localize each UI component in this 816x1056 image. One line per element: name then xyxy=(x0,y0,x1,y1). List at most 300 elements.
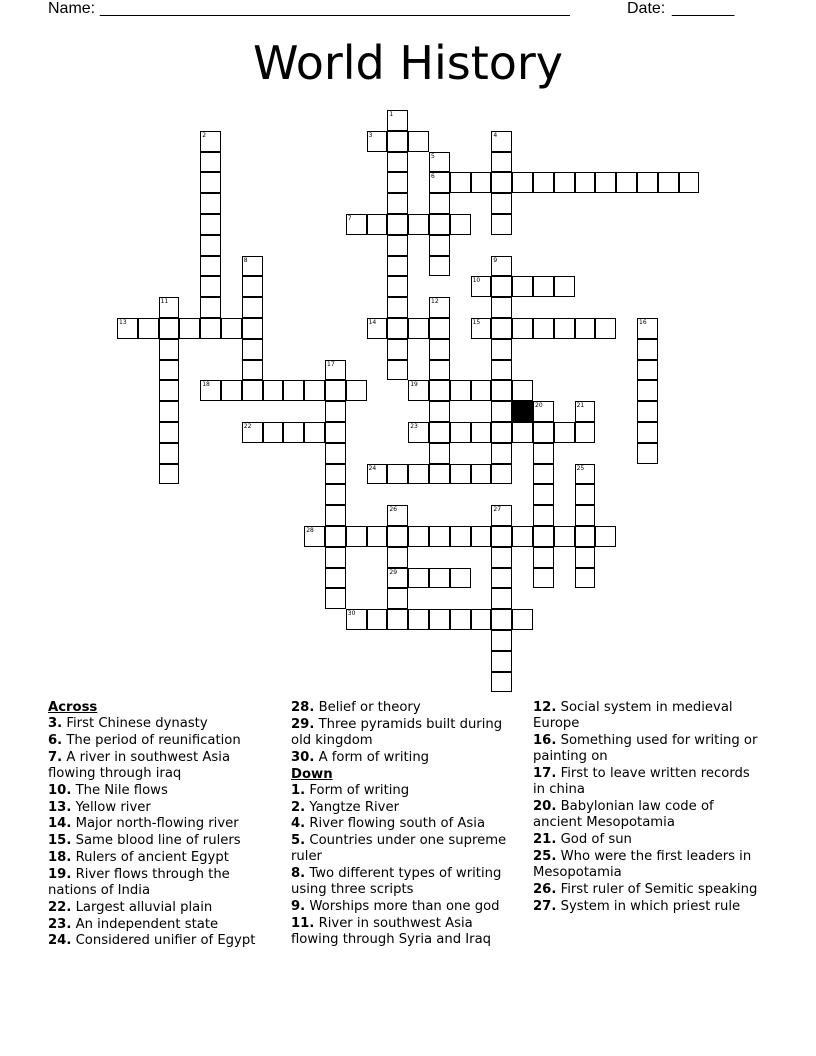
grid-cell[interactable] xyxy=(429,152,450,173)
grid-cell[interactable] xyxy=(429,235,450,256)
grid-cell[interactable] xyxy=(575,318,596,339)
grid-cell[interactable] xyxy=(491,297,512,318)
grid-cell[interactable] xyxy=(387,131,408,152)
grid-cell[interactable] xyxy=(159,443,180,464)
clue-number: 8. xyxy=(291,866,306,882)
clue-text: Major north-flowing river xyxy=(71,816,239,832)
grid-cell[interactable] xyxy=(304,380,325,401)
clue-text: The Nile flows xyxy=(71,782,168,798)
grid-cell[interactable] xyxy=(429,401,450,422)
grid-cell[interactable] xyxy=(616,172,637,193)
grid-cell[interactable] xyxy=(491,505,512,526)
grid-cell[interactable] xyxy=(325,422,346,443)
grid-cell[interactable] xyxy=(387,256,408,277)
grid-cell[interactable] xyxy=(554,318,575,339)
grid-cell[interactable] xyxy=(491,401,512,422)
grid-cell[interactable] xyxy=(429,297,450,318)
clue-item xyxy=(533,766,765,798)
grid-cell[interactable] xyxy=(325,484,346,505)
grid-cell[interactable] xyxy=(491,276,512,297)
clues-column-1 xyxy=(48,700,280,950)
grid-cell[interactable] xyxy=(387,297,408,318)
grid-cell[interactable] xyxy=(200,318,221,339)
grid-cell[interactable] xyxy=(512,318,533,339)
grid-cell[interactable] xyxy=(512,276,533,297)
grid-cell[interactable] xyxy=(325,464,346,485)
clue-number: 14. xyxy=(48,816,72,832)
grid-cell[interactable] xyxy=(554,276,575,297)
grid-cell[interactable] xyxy=(387,464,408,485)
grid-cell[interactable] xyxy=(387,609,408,630)
grid-cell[interactable] xyxy=(387,193,408,214)
clue-item xyxy=(291,783,523,799)
grid-cell[interactable] xyxy=(242,360,263,381)
clue-number: 22 xyxy=(243,423,252,430)
grid-cell[interactable] xyxy=(450,609,471,630)
clue-number: 1. xyxy=(291,782,306,798)
clue-text: Belief or theory xyxy=(314,700,421,715)
grid-cell[interactable] xyxy=(387,214,408,235)
grid-cell[interactable] xyxy=(554,422,575,443)
clue-number: 27 xyxy=(493,506,502,514)
clue-number: 23. xyxy=(48,916,72,932)
grid-cell[interactable] xyxy=(491,318,512,339)
name-field[interactable]: ______________________________________________________ xyxy=(100,0,570,17)
grid-cell[interactable] xyxy=(491,630,512,651)
grid-cell[interactable] xyxy=(408,526,429,547)
grid-cell[interactable] xyxy=(367,318,388,339)
grid-cell[interactable] xyxy=(679,172,700,193)
grid-cell[interactable] xyxy=(346,526,367,547)
grid-cell[interactable] xyxy=(471,318,492,339)
clue-item xyxy=(291,816,523,832)
grid-cell[interactable] xyxy=(159,401,180,422)
grid-cell[interactable] xyxy=(637,318,658,339)
grid-cell[interactable] xyxy=(283,380,304,401)
clue-text: The period of reunification xyxy=(62,733,241,748)
clue-item xyxy=(533,733,765,765)
grid-cell[interactable] xyxy=(491,526,512,547)
clues-column-3 xyxy=(533,700,765,915)
grid-cell[interactable] xyxy=(408,422,429,443)
grid-cell[interactable] xyxy=(491,672,512,693)
clue-item xyxy=(48,900,280,916)
grid-cell[interactable] xyxy=(429,318,450,339)
grid-cell[interactable] xyxy=(512,380,533,401)
grid-cell[interactable] xyxy=(367,609,388,630)
grid-cell[interactable] xyxy=(242,380,263,401)
clue-number: 7. xyxy=(48,749,63,765)
clue-number: 16. xyxy=(533,733,557,748)
grid-cell[interactable] xyxy=(471,380,492,401)
clue-number: 16 xyxy=(639,319,647,326)
grid-cell[interactable] xyxy=(533,547,554,568)
grid-cell[interactable] xyxy=(200,235,221,256)
clue-number: 15 xyxy=(472,319,481,326)
grid-cell[interactable] xyxy=(429,360,450,381)
grid-cell[interactable] xyxy=(637,360,658,381)
grid-cell[interactable] xyxy=(387,547,408,568)
grid-cell[interactable] xyxy=(242,256,263,277)
clue-number: 8 xyxy=(243,256,248,264)
clue-number: 14 xyxy=(368,319,377,326)
clue-number: 28 xyxy=(306,527,314,534)
grid-cell[interactable] xyxy=(200,214,221,235)
grid-cell[interactable] xyxy=(283,422,304,443)
clue-number: 10 xyxy=(472,277,481,285)
grid-cell[interactable] xyxy=(595,526,616,547)
clue-number: 13 xyxy=(119,319,127,326)
grid-cell[interactable] xyxy=(471,609,492,630)
grid-cell[interactable] xyxy=(491,443,512,464)
grid-cell[interactable] xyxy=(408,464,429,485)
grid-cell[interactable] xyxy=(491,172,512,193)
grid-cell[interactable] xyxy=(387,505,408,526)
grid-cell[interactable] xyxy=(387,276,408,297)
grid-cell[interactable] xyxy=(325,505,346,526)
grid-cell[interactable] xyxy=(117,318,138,339)
grid-cell[interactable] xyxy=(387,360,408,381)
grid-cell[interactable] xyxy=(533,443,554,464)
grid-cell[interactable] xyxy=(471,172,492,193)
grid-cell[interactable] xyxy=(491,360,512,381)
grid-cell[interactable] xyxy=(325,588,346,609)
grid-cell[interactable] xyxy=(325,568,346,589)
grid-cell[interactable] xyxy=(387,588,408,609)
grid-cell[interactable] xyxy=(491,464,512,485)
grid-cell[interactable] xyxy=(658,172,679,193)
clue-text: A form of writing xyxy=(314,749,430,765)
grid-cell[interactable] xyxy=(554,172,575,193)
clue-number: 5 xyxy=(431,152,435,160)
grid-cell[interactable] xyxy=(429,172,450,193)
clue-text: Countries under one supreme ruler xyxy=(291,833,507,865)
grid-cell[interactable] xyxy=(429,256,450,277)
date-label: Date: xyxy=(627,0,666,17)
grid-cell[interactable] xyxy=(179,318,200,339)
clue-item xyxy=(291,866,523,898)
clue-text: Yangtze River xyxy=(305,799,399,815)
grid-cell[interactable] xyxy=(491,422,512,443)
grid-cell[interactable] xyxy=(533,568,554,589)
page-title: World History xyxy=(252,36,564,90)
clue-item xyxy=(291,800,523,816)
grid-cell[interactable] xyxy=(595,172,616,193)
grid-cell[interactable] xyxy=(575,401,596,422)
clue-number: 3. xyxy=(48,716,63,732)
grid-cell[interactable] xyxy=(408,609,429,630)
clue-number: 3 xyxy=(368,131,373,139)
grid-cell[interactable] xyxy=(200,256,221,277)
clue-item xyxy=(48,833,280,849)
grid-cell[interactable] xyxy=(575,464,596,485)
clue-text: Largest alluvial plain xyxy=(71,899,213,915)
grid-cell[interactable] xyxy=(242,297,263,318)
grid-cell[interactable] xyxy=(429,568,450,589)
grid-cell[interactable] xyxy=(595,318,616,339)
grid-cell[interactable] xyxy=(387,339,408,360)
grid-cell[interactable] xyxy=(637,380,658,401)
grid-cell[interactable] xyxy=(450,380,471,401)
grid-cell[interactable] xyxy=(471,276,492,297)
grid-cell[interactable] xyxy=(200,297,221,318)
grid-cell[interactable] xyxy=(159,318,180,339)
grid-cell[interactable] xyxy=(575,172,596,193)
grid-cell[interactable] xyxy=(387,152,408,173)
clue-text: A river in southwest Asia flowing through iraq xyxy=(48,749,231,781)
grid-cell[interactable] xyxy=(637,172,658,193)
clue-item xyxy=(291,833,523,865)
grid-cell[interactable] xyxy=(387,526,408,547)
clue-item xyxy=(533,700,765,732)
clue-item xyxy=(48,917,280,933)
grid-cell[interactable] xyxy=(429,526,450,547)
grid-cell[interactable] xyxy=(512,609,533,630)
grid-cell[interactable] xyxy=(221,380,242,401)
clue-text: First ruler of Semitic speaking xyxy=(556,881,758,897)
clue-text: First to leave written records in china xyxy=(533,766,750,798)
grid-cell[interactable] xyxy=(575,547,596,568)
grid-cell[interactable] xyxy=(637,422,658,443)
clue-number: 21 xyxy=(576,402,585,410)
grid-cell[interactable] xyxy=(200,193,221,214)
grid-cell[interactable] xyxy=(242,276,263,297)
clue-number: 2 xyxy=(202,131,207,139)
grid-cell[interactable] xyxy=(325,547,346,568)
grid-cell[interactable] xyxy=(491,380,512,401)
clue-item xyxy=(48,750,280,782)
grid-cell[interactable] xyxy=(491,568,512,589)
name-label: Name: xyxy=(48,0,96,17)
grid-cell[interactable] xyxy=(304,526,325,547)
grid-cell[interactable] xyxy=(346,609,367,630)
grid-cell[interactable] xyxy=(533,276,554,297)
clue-number: 24 xyxy=(368,464,377,472)
clue-number: 25 xyxy=(576,464,585,472)
grid-cell[interactable] xyxy=(429,443,450,464)
grid-cell[interactable] xyxy=(533,172,554,193)
grid-cell[interactable] xyxy=(471,422,492,443)
grid-cell[interactable] xyxy=(387,318,408,339)
grid-cell[interactable] xyxy=(159,297,180,318)
clue-number: 30 xyxy=(347,610,356,618)
clue-number: 11. xyxy=(291,915,315,931)
grid-cell[interactable] xyxy=(221,318,242,339)
grid-cell[interactable] xyxy=(533,318,554,339)
grid-cell[interactable] xyxy=(408,318,429,339)
grid-cell[interactable] xyxy=(450,172,471,193)
clue-text: Babylonian law code of ancient Mesopotamia xyxy=(533,799,714,831)
grid-cell[interactable] xyxy=(491,193,512,214)
grid-cell[interactable] xyxy=(429,380,450,401)
grid-cell[interactable] xyxy=(575,484,596,505)
grid-cell[interactable] xyxy=(242,422,263,443)
grid-block xyxy=(512,401,533,422)
grid-cell[interactable] xyxy=(491,131,512,152)
clue-number: 9. xyxy=(291,899,306,915)
grid-cell[interactable] xyxy=(512,526,533,547)
grid-cell[interactable] xyxy=(263,380,284,401)
clue-text: God of sun xyxy=(556,832,632,847)
clue-item xyxy=(291,899,523,915)
grid-cell[interactable] xyxy=(200,172,221,193)
date-field[interactable]: _______ xyxy=(672,0,735,17)
grid-cell[interactable] xyxy=(408,380,429,401)
clue-number: 12 xyxy=(431,298,439,306)
clue-number: 19 xyxy=(410,381,418,389)
clue-text: Considered unifier of Egypt xyxy=(71,933,256,949)
clue-item xyxy=(48,933,280,949)
grid-cell[interactable] xyxy=(575,568,596,589)
grid-cell[interactable] xyxy=(325,401,346,422)
clue-number: 30. xyxy=(291,749,315,765)
grid-cell[interactable] xyxy=(325,443,346,464)
grid-cell[interactable] xyxy=(387,172,408,193)
grid-cell[interactable] xyxy=(554,526,575,547)
clue-number: 21. xyxy=(533,832,557,847)
clue-number: 7 xyxy=(347,215,352,222)
grid-cell[interactable] xyxy=(491,256,512,277)
grid-cell[interactable] xyxy=(450,214,471,235)
grid-cell[interactable] xyxy=(346,380,367,401)
clue-number: 6 xyxy=(431,173,435,181)
grid-cell[interactable] xyxy=(387,110,408,131)
clue-text: River flowing south of Asia xyxy=(305,816,486,832)
grid-cell[interactable] xyxy=(637,443,658,464)
clue-item xyxy=(48,850,280,866)
clue-item xyxy=(533,799,765,831)
clue-number: 18. xyxy=(48,849,72,865)
clue-number: 19. xyxy=(48,866,72,882)
clue-text: Yellow river xyxy=(71,799,151,815)
grid-cell[interactable] xyxy=(450,526,471,547)
grid-cell[interactable] xyxy=(575,505,596,526)
grid-cell[interactable] xyxy=(491,609,512,630)
grid-cell[interactable] xyxy=(429,609,450,630)
grid-cell[interactable] xyxy=(491,339,512,360)
grid-cell[interactable] xyxy=(429,464,450,485)
grid-cell[interactable] xyxy=(304,422,325,443)
grid-cell[interactable] xyxy=(408,568,429,589)
grid-cell[interactable] xyxy=(512,172,533,193)
clue-item xyxy=(291,916,523,948)
grid-cell[interactable] xyxy=(575,422,596,443)
grid-cell[interactable] xyxy=(637,339,658,360)
grid-cell[interactable] xyxy=(533,505,554,526)
grid-cell[interactable] xyxy=(491,214,512,235)
grid-cell[interactable] xyxy=(533,526,554,547)
grid-cell[interactable] xyxy=(367,464,388,485)
grid-cell[interactable] xyxy=(200,380,221,401)
clue-number: 9 xyxy=(493,256,498,264)
clue-text: River flows through the nations of India xyxy=(48,866,230,898)
clue-text: Two different types of writing using three scripts xyxy=(291,866,502,898)
grid-cell[interactable] xyxy=(367,131,388,152)
grid-cell[interactable] xyxy=(491,152,512,173)
grid-cell[interactable] xyxy=(491,651,512,672)
clue-number: 26 xyxy=(389,506,398,514)
grid-cell[interactable] xyxy=(450,422,471,443)
grid-cell[interactable] xyxy=(138,318,159,339)
clue-item xyxy=(533,899,765,915)
grid-cell[interactable] xyxy=(408,214,429,235)
grid-cell[interactable] xyxy=(491,588,512,609)
grid-cell[interactable] xyxy=(242,339,263,360)
clue-number: 28. xyxy=(291,700,315,715)
grid-cell[interactable] xyxy=(575,526,596,547)
grid-cell[interactable] xyxy=(325,380,346,401)
grid-cell[interactable] xyxy=(367,526,388,547)
grid-cell[interactable] xyxy=(159,464,180,485)
clue-text: Form of writing xyxy=(305,782,410,798)
clue-item xyxy=(48,800,280,816)
grid-cell[interactable] xyxy=(450,568,471,589)
clue-number: 13. xyxy=(48,799,72,815)
grid-cell[interactable] xyxy=(387,235,408,256)
clue-number: 20. xyxy=(533,799,557,814)
grid-cell[interactable] xyxy=(387,568,408,589)
clue-number: 24. xyxy=(48,933,72,949)
grid-cell[interactable] xyxy=(200,131,221,152)
grid-cell[interactable] xyxy=(159,360,180,381)
grid-cell[interactable] xyxy=(512,422,533,443)
clue-number: 22. xyxy=(48,899,72,915)
grid-cell[interactable] xyxy=(533,464,554,485)
down-heading: Down xyxy=(291,766,333,782)
clue-text: Who were the first leaders in Mesopotamia xyxy=(533,848,752,880)
clue-number: 6. xyxy=(48,733,63,748)
clue-item xyxy=(533,832,765,848)
grid-cell[interactable] xyxy=(429,339,450,360)
grid-cell[interactable] xyxy=(471,526,492,547)
grid-cell[interactable] xyxy=(200,152,221,173)
clue-number: 23 xyxy=(410,423,418,430)
grid-cell[interactable] xyxy=(637,401,658,422)
grid-cell[interactable] xyxy=(533,422,554,443)
clue-number: 20 xyxy=(535,402,543,410)
grid-cell[interactable] xyxy=(450,464,471,485)
grid-cell[interactable] xyxy=(429,422,450,443)
clue-text: Three pyramids built during old kingdom xyxy=(291,716,503,748)
grid-cell[interactable] xyxy=(325,526,346,547)
grid-cell[interactable] xyxy=(429,193,450,214)
clue-item xyxy=(48,733,280,749)
clues-column-2 xyxy=(291,700,523,949)
grid-cell[interactable] xyxy=(491,547,512,568)
grid-cell[interactable] xyxy=(242,318,263,339)
grid-cell[interactable] xyxy=(200,276,221,297)
grid-cell[interactable] xyxy=(325,360,346,381)
clue-text: An independent state xyxy=(71,916,219,932)
clue-item xyxy=(291,700,523,716)
grid-cell[interactable] xyxy=(159,339,180,360)
clue-number: 15. xyxy=(48,833,72,849)
clue-number: 10. xyxy=(48,782,72,798)
clue-text: Something used for writing or painting on xyxy=(533,733,758,765)
grid-cell[interactable] xyxy=(533,401,554,422)
grid-cell[interactable] xyxy=(159,380,180,401)
grid-cell[interactable] xyxy=(367,214,388,235)
clue-item xyxy=(291,750,523,766)
grid-cell[interactable] xyxy=(159,422,180,443)
grid-cell[interactable] xyxy=(533,484,554,505)
grid-cell[interactable] xyxy=(471,464,492,485)
clue-number: 25. xyxy=(533,848,557,864)
grid-cell[interactable] xyxy=(263,422,284,443)
grid-cell[interactable] xyxy=(408,131,429,152)
grid-cell[interactable] xyxy=(429,214,450,235)
grid-cell[interactable] xyxy=(346,214,367,235)
